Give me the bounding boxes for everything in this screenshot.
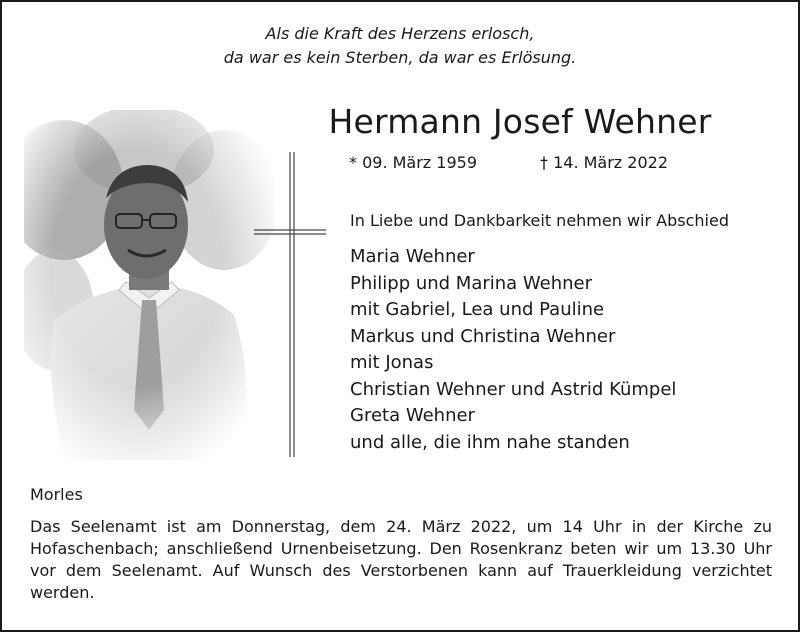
service-notice: Das Seelenamt ist am Donnerstag, dem 24. März 2022, um 14 Uhr in der Kirche zu Hofaschenbach; anschließend Urnenbeisetzung. Den Rosenkranz beten wir um 13.30 Uhr vor dem Seelenamt. Auf Wunsch des Verstorbenen kann auf Trauerkleidung verzichtet werden. (30, 517, 772, 602)
deceased-name: Hermann Josef Wehner (328, 102, 712, 141)
farewell-intro: In Liebe und Dankbarkeit nehmen wir Abschied (350, 211, 729, 230)
verse-line-2: da war es kein Sterben, da war es Erlösung. (223, 48, 577, 67)
birth-date: * 09. März 1959 (349, 153, 478, 172)
verse-line-1: Als die Kraft des Herzens erlosch, (265, 24, 535, 43)
family-member: Maria Wehner (350, 246, 475, 267)
family-member: mit Gabriel, Lea und Pauline (350, 299, 605, 320)
family-member: Markus und Christina Wehner (350, 325, 616, 347)
death-date: † 14. März 2022 (540, 153, 669, 172)
memorial-verse (0, 22, 800, 70)
family-member: Greta Wehner (350, 405, 475, 426)
family-member: Philipp und Marina Wehner (350, 272, 593, 294)
portrait-photo (24, 110, 274, 460)
place-name: Morles (30, 485, 83, 504)
family-member: mit Jonas (350, 352, 434, 373)
family-member: Christian Wehner und Astrid Kümpel (350, 378, 677, 400)
family-list (350, 244, 676, 456)
family-member: und alle, die ihm nahe standen (350, 431, 630, 453)
cross-icon (254, 152, 326, 462)
